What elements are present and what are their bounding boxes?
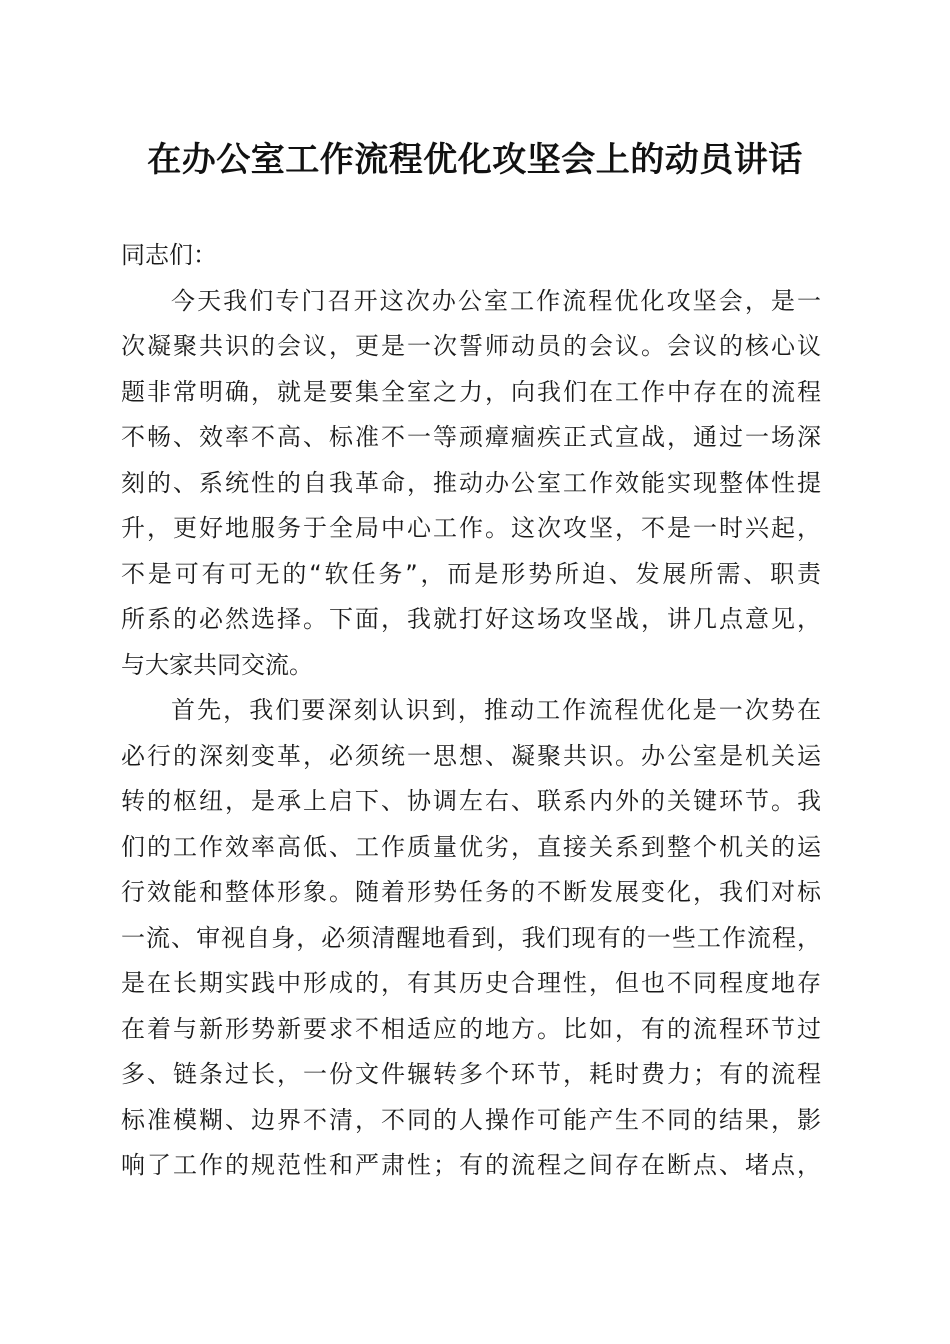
paragraph-line: 今天我们专门召开这次办公室工作流程优化攻坚会，是一 xyxy=(171,286,821,315)
paragraph-line: 多、链条过长，一份文件辗转多个环节，耗时费力；有的流程 xyxy=(121,1060,821,1088)
paragraph-line: 所系的必然选择。下面，我就打好这场攻坚战，讲几点意见， xyxy=(121,605,821,633)
salutation: 同志们： xyxy=(121,241,217,269)
paragraph-line: 是在长期实践中形成的，有其历史合理性，但也不同程度地存 xyxy=(121,969,821,997)
paragraph-opening xyxy=(121,279,821,689)
document-body xyxy=(121,233,821,1189)
paragraph-line: 行效能和整体形象。随着形势任务的不断发展变化，我们对标 xyxy=(121,878,821,906)
document-title: 在办公室工作流程优化攻坚会上的动员讲话 xyxy=(147,140,803,180)
paragraph-line: 必行的深刻变革，必须统一思想、凝聚共识。办公室是机关运 xyxy=(121,741,821,770)
paragraph-line: 响了工作的规范性和严肃性；有的流程之间存在断点、堵点， xyxy=(121,1151,821,1179)
paragraph-line: 不畅、效率不高、标准不一等顽瘴痼疾正式宣战，通过一场深 xyxy=(121,423,821,451)
paragraph-line: 首先，我们要深刻认识到，推动工作流程优化是一次势在 xyxy=(171,696,821,724)
paragraph-line: 次凝聚共识的会议，更是一次誓师动员的会议。会议的核心议 xyxy=(121,332,821,360)
paragraph-line: 刻的、系统性的自我革命，推动办公室工作效能实现整体性提 xyxy=(121,468,821,497)
paragraph-first-point xyxy=(121,688,821,1189)
paragraph-line: 转的枢纽，是承上启下、协调左右、联系内外的关键环节。我 xyxy=(121,787,821,815)
paragraph-line: 们的工作效率高低、工作质量优劣，直接关系到整个机关的运 xyxy=(121,832,821,861)
paragraph-line: 题非常明确，就是要集全室之力，向我们在工作中存在的流程 xyxy=(121,377,821,406)
paragraph-line: 标准模糊、边界不清，不同的人操作可能产生不同的结果，影 xyxy=(121,1105,821,1134)
paragraph-line: 在着与新形势新要求不相适应的地方。比如，有的流程环节过 xyxy=(121,1014,821,1043)
paragraph-line: 一流、审视自身，必须清醒地看到，我们现有的一些工作流程， xyxy=(121,923,821,952)
paragraph-line: 不是可有可无的“软任务”，而是形势所迫、发展所需、职责 xyxy=(121,559,821,588)
paragraph-line: 与大家共同交流。 xyxy=(121,650,313,679)
paragraph-line: 升，更好地服务于全局中心工作。这次攻坚，不是一时兴起， xyxy=(121,514,821,542)
